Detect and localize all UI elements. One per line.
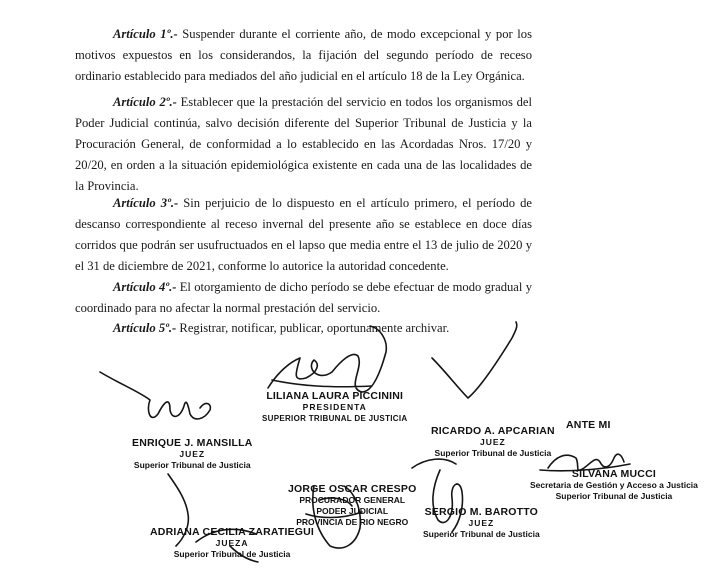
stamp-apcarian [431, 426, 555, 459]
article-3-text: Sin perjuicio de lo dispuesto en el artículo primero, el período de descanso correspondiente al receso invernal del presente año se establece en doce días corridos que podrán ser usufructuados en el lapso que media entre el 13 de julio de 2020 y el 31 de diciembre de 2021, conforme lo autorice la autoridad concedente. [75, 196, 532, 273]
signature-apcarian [432, 322, 517, 398]
article-4-text: El otorgamiento de dicho período se debe efectuar de modo gradual y coordinado para no afectar la normal prestación del servicio. [75, 280, 532, 315]
article-3-heading: Artículo 3º.- [113, 196, 179, 210]
signatory-name: RICARDO A. APCARIAN [431, 425, 555, 437]
stamp-crespo [288, 484, 416, 528]
article-5-heading: Artículo 5º.- [113, 321, 177, 335]
signatory-org: SUPERIOR TRIBUNAL DE JUSTICIA [262, 414, 408, 423]
signatory-title: PRESIDENTA [302, 402, 367, 412]
signatory-org: Superior Tribunal de Justicia [555, 491, 673, 501]
signatory-org: Superior Tribunal de Justicia [434, 448, 552, 458]
stamp-mucci [530, 469, 698, 502]
signatory-province: PROVINCIA DE RIO NEGRO [296, 517, 409, 527]
signatory-title: JUEZ [468, 518, 495, 528]
signature-piccinini [268, 326, 386, 392]
signatory-name: ADRIANA CECILIA ZARATIEGUI [150, 526, 315, 538]
article-5-text: Registrar, notificar, publicar, oportunamente archivar. [176, 321, 450, 335]
signatory-org: PODER JUDICIAL [316, 506, 389, 516]
signatory-name: SILVANA MUCCI [571, 468, 656, 480]
signatory-name: ENRIQUE J. MANSILLA [132, 437, 253, 449]
article-2-text: Establecer que la prestación del servicio en todos los organismos del Poder Judicial continúa, salvo decisión diferente del Superior Tribunal de Justicia y la Procuración General, de conformidad a lo establecido en las Acordadas Nros. 17/20 y 20/20, en orden a la situación epidemiológica existente en cada una de las localidades de la Provincia. [75, 95, 532, 193]
article-4-heading: Artículo 4º.- [113, 280, 177, 294]
signature-mansilla [100, 372, 210, 419]
stamp-piccinini [262, 391, 407, 424]
article-1-heading: Artículo 1º.- [113, 27, 178, 41]
signatory-title: PROCURADOR GENERAL [299, 495, 406, 505]
article-1-text: Suspender durante el corriente año, de modo excepcional y por los motivos expuestos en los considerandos, la fijación del segundo período de receso ordinario establecido para mediados del año judicial en el artículo 18 de la Ley Orgánica. [75, 27, 532, 83]
signatory-org: Superior Tribunal de Justicia [423, 529, 540, 539]
stamp-zaratiegui [150, 527, 314, 560]
signatory-title: JUEZA [215, 538, 249, 548]
stamp-ante-mi [566, 420, 611, 431]
signatory-name: SERGIO M. BAROTTO [424, 506, 539, 518]
stamp-barotto [423, 507, 540, 540]
signatory-title: Secretaria de Gestión y Acceso a Justicia [530, 480, 698, 490]
signatory-title: JUEZ [179, 449, 206, 459]
ante-mi-label: ANTE MI [566, 419, 611, 431]
article-2-heading: Artículo 2º.- [113, 95, 177, 109]
stamp-mansilla [132, 438, 252, 471]
signatory-org: Superior Tribunal de Justicia [173, 549, 291, 559]
signatory-name: LILIANA LAURA PICCININI [266, 390, 404, 402]
signatory-title: JUEZ [480, 437, 506, 447]
signatory-name: JORGE OSCAR CRESPO [288, 483, 417, 495]
signatory-org: Superior Tribunal de Justicia [133, 460, 251, 470]
